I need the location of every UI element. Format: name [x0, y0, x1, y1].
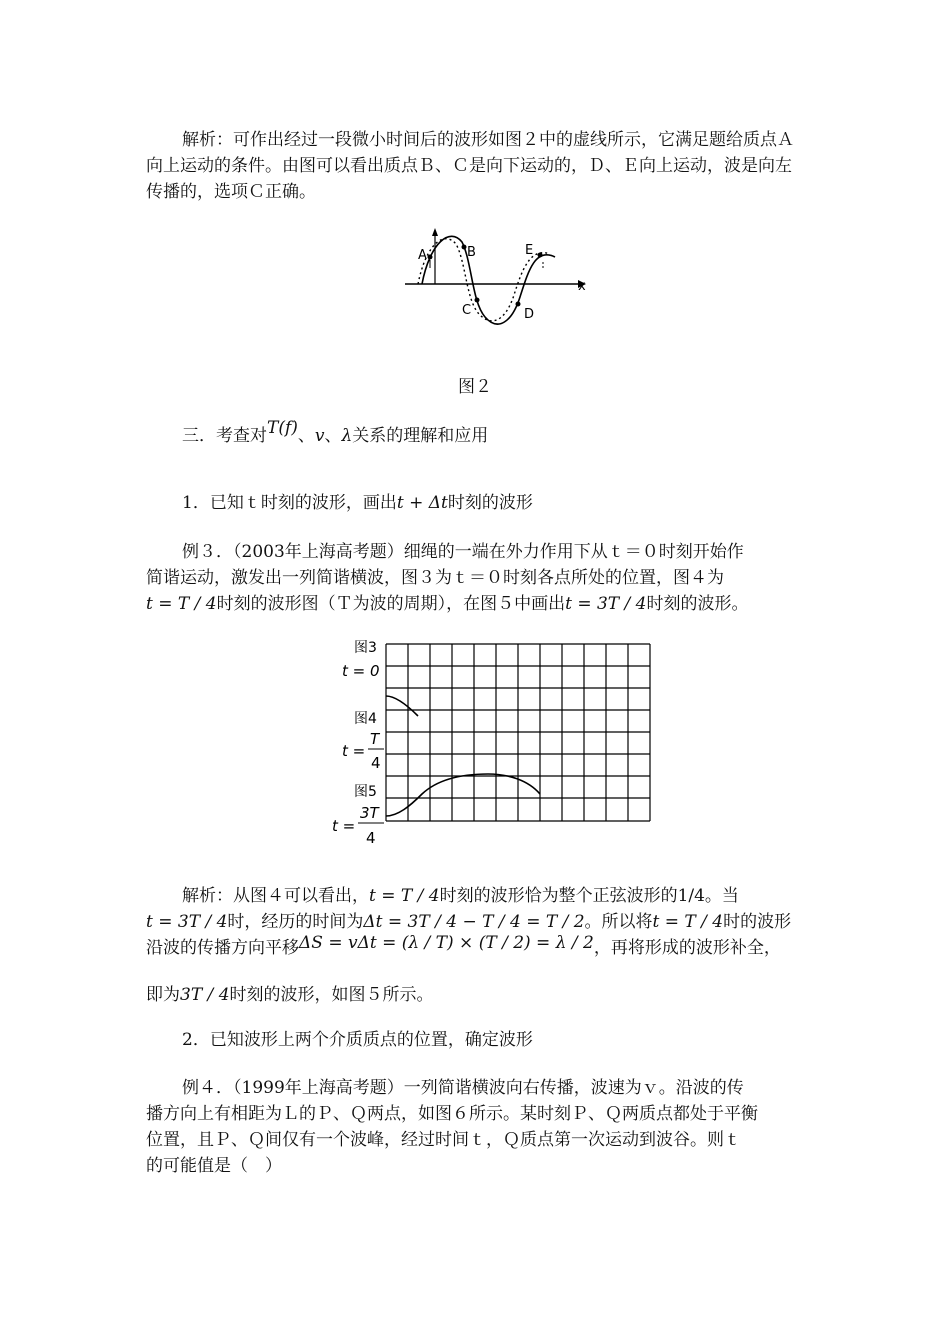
grid-lines — [386, 644, 650, 821]
point-D — [516, 302, 521, 307]
ana3-c-m1: ΔS = vΔt = (λ / T) × (T / 2) = λ / 2 — [299, 933, 594, 953]
label-A: A — [418, 248, 427, 263]
ana3-d-t2: 时刻的波形，如图５所示。 — [229, 985, 434, 1005]
section-3-suffix: 关系的理解和应用 — [352, 426, 489, 446]
label-B: B — [467, 245, 476, 260]
label-D: D — [524, 307, 535, 322]
ana3-a-post: 时刻的波形恰为整个正弦波形的1/4。当 — [439, 886, 739, 906]
section-3-v: v — [314, 426, 325, 446]
fig4-t-eq: t = — [342, 742, 366, 760]
ana3-b-t2: 。所以将 — [584, 912, 653, 932]
ana3-a-pre: 解析：从图４可以看出， — [182, 886, 369, 906]
analysis-3-line-2 — [146, 909, 806, 935]
figure-3-4-5-grid — [328, 636, 658, 851]
ana3-c-t2: ，再将形成的波形补全， — [593, 938, 781, 958]
fig3-t0: t = 0 — [342, 662, 380, 680]
ana3-b-m1: t = 3T / 4 — [146, 912, 228, 932]
item-1-math: t + Δt — [396, 493, 448, 513]
analysis-3-line-1 — [146, 883, 806, 909]
point-A — [428, 255, 433, 260]
y-axis-arrow — [432, 228, 438, 236]
ex3-math-2: t = 3T / 4 — [565, 594, 647, 614]
fig3-label: 图3 — [354, 640, 377, 656]
fig4-T: T — [370, 730, 380, 748]
ana3-b-t1: 时，经历的时间为 — [227, 912, 364, 932]
fig5-t-eq: t = — [332, 817, 356, 835]
figure-2-caption: 图２ — [458, 377, 492, 397]
analysis-3-line-3 — [146, 935, 806, 961]
figure-2-wave-diagram — [400, 222, 600, 332]
point-C — [475, 298, 480, 303]
ana3-a-m1: t = T / 4 — [369, 886, 440, 906]
item-1-suffix: 时刻的波形 — [447, 493, 533, 513]
fig4-label: 图4 — [354, 711, 377, 727]
label-E: E — [525, 243, 534, 258]
fig5-four: 4 — [366, 829, 376, 847]
ana3-b-m3: t = T / 4 — [652, 912, 724, 932]
analysis-paragraph-1: 解析：可作出经过一段微小时间后的波形如图２中的虚线所示，它满足题给质点Ａ向上运动的条件。由图可以看出质点Ｂ、Ｃ是向下运动的，Ｄ、Ｅ向上运动，波是向左传播的，选项Ｃ正确。 — [146, 130, 794, 202]
example-3-line-1: 例３．（2003年上海高考题）细绳的一端在外力作用下从ｔ＝０时刻开始作 — [182, 542, 744, 562]
section-3-prefix: 三．考查对 — [182, 426, 267, 446]
label-x: x — [578, 279, 586, 294]
example-3-line-2: 简谐运动，激发出一列简谐横波，图３为ｔ＝０时刻各点所处的位置，图４为 — [146, 568, 724, 588]
ana3-b-t3: 时的波形 — [723, 912, 792, 932]
section-3-heading — [146, 418, 806, 449]
label-C: C — [462, 303, 472, 318]
ex3-math-1: t = T / 4 — [146, 594, 217, 614]
section-3-tf: T(f) — [267, 418, 298, 438]
fig4-four: 4 — [371, 754, 381, 772]
ana3-d-m1: 3T / 4 — [180, 985, 230, 1005]
ex3-end: 时刻的波形。 — [646, 594, 749, 614]
fig5-label: 图5 — [354, 784, 377, 800]
point-B — [462, 245, 467, 250]
analysis-3-line-4 — [146, 982, 806, 1008]
point-E — [538, 253, 543, 258]
ana3-c-t1: 沿波的传播方向平移 — [146, 938, 299, 958]
example-4-line-2: 播方向上有相距为Ｌ的Ｐ、Ｑ两点，如图６所示。某时刻Ｐ、Ｑ两质点都处于平衡 — [146, 1104, 758, 1124]
ana3-d-t1: 即为 — [146, 985, 180, 1005]
example-4-line-1: 例４．（1999年上海高考题）一列简谐横波向右传播，波速为ｖ。沿波的传 — [182, 1078, 744, 1098]
example-4-line-3: 位置，且Ｐ、Ｑ间仅有一个波峰，经过时间ｔ，Ｑ质点第一次运动到波谷。则ｔ — [146, 1130, 741, 1150]
example-3-line-3 — [146, 591, 806, 617]
item-2: 2．已知波形上两个介质质点的位置，确定波形 — [182, 1030, 533, 1050]
section-3-lambda: λ — [341, 426, 353, 446]
solid-wave — [422, 236, 555, 324]
ex3-text: 时刻的波形图（Ｔ为波的周期），在图５中画出 — [216, 594, 566, 614]
figure-4-wave — [386, 696, 418, 716]
section-3-sep1: 、 — [297, 426, 315, 446]
figure-5-wave — [386, 774, 540, 816]
item-1 — [146, 490, 806, 516]
section-3-sep2: 、 — [324, 426, 342, 446]
example-4-line-4: 的可能值是（ ） — [146, 1156, 282, 1176]
ana3-b-m2: Δt = 3T / 4 − T / 4 = T / 2 — [363, 912, 585, 932]
item-1-prefix: 1．已知ｔ时刻的波形，画出 — [182, 493, 397, 513]
fig5-3T: 3T — [360, 804, 379, 822]
